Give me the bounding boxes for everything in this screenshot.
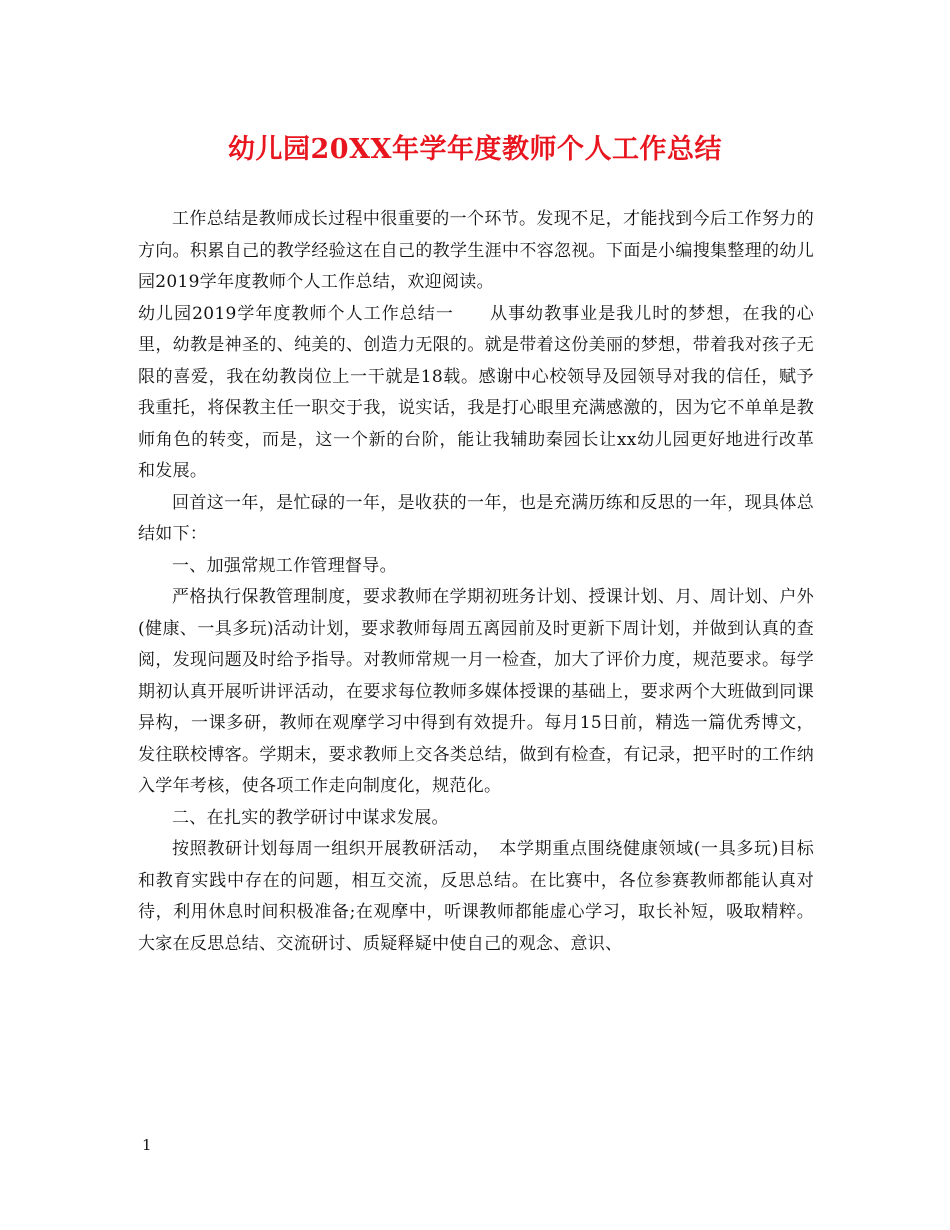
management-paragraph: 严格执行保教管理制度，要求教师在学期初班务计划、授课计划、月、周计划、户外(健康、一具多玩)活动计划，要求教师每周五离园前及时更新下周计划，并做到认真的查阅，发现问题及时给予指导。对教师常规一月一检查，加大了评价力度，规范要求。每学期初认真开展听讲评活动，在要求每位教师多媒体授课的基础上，要求两个大班做到同课异构，一课多研，教师在观摩学习中得到有效提升。每月15日前，精选一篇优秀博文，发往联校博客。学期末，要求教师上交各类总结，做到有检查，有记录，把平时的工作纳入学年考核，使各项工作走向制度化，规范化。 [138, 587, 814, 796]
document-body [138, 204, 814, 960]
review-paragraph: 回首这一年，是忙碌的一年，是收获的一年，也是充满历练和反思的一年，现具体总结如下： [138, 492, 814, 544]
heading-one: 一、加强常规工作管理督导。 [172, 555, 397, 576]
intro-paragraph: 工作总结是教师成长过程中很重要的一个环节。发现不足，才能找到今后工作努力的方向。积累自己的教学经验这在自己的教学生涯中不容忽视。下面是小编搜集整理的幼儿园2019学年度教师个人工作总结，欢迎阅读。 [138, 209, 814, 292]
section-one-paragraph: 幼儿园2019学年度教师个人工作总结一 从事幼教事业是我儿时的梦想，在我的心里，幼教是神圣的、纯美的、创造力无限的。就是带着这份美丽的梦想，带着我对孩子无限的喜爱，我在幼教岗位上一干就是18载。感谢中心校领导及园领导对我的信任，赋予我重托，将保教主任一职交于我，说实话，我是打心眼里充满感激的，因为它不单单是教师角色的转变，而是，这一个新的台阶，能让我辅助秦园长让xx幼儿园更好地进行改革和发展。 [138, 303, 814, 481]
heading-two: 二、在扎实的教学研讨中谋求发展。 [172, 807, 449, 828]
document-title: 幼儿园20XX年学年度教师个人工作总结 [228, 134, 722, 165]
research-paragraph: 按照教研计划每周一组织开展教研活动， 本学期重点围绕健康领域(一具多玩)目标和教育实践中存在的问题，相互交流，反思总结。在比赛中，各位参赛教师都能认真对待，利用休息时间积极准备;在观摩中，听课教师都能虚心学习，取长补短，吸取精粹。大家在反思总结、交流研讨、质疑释疑中使自己的观念、意识、 [138, 839, 814, 954]
page-number: 1 [142, 1136, 152, 1154]
